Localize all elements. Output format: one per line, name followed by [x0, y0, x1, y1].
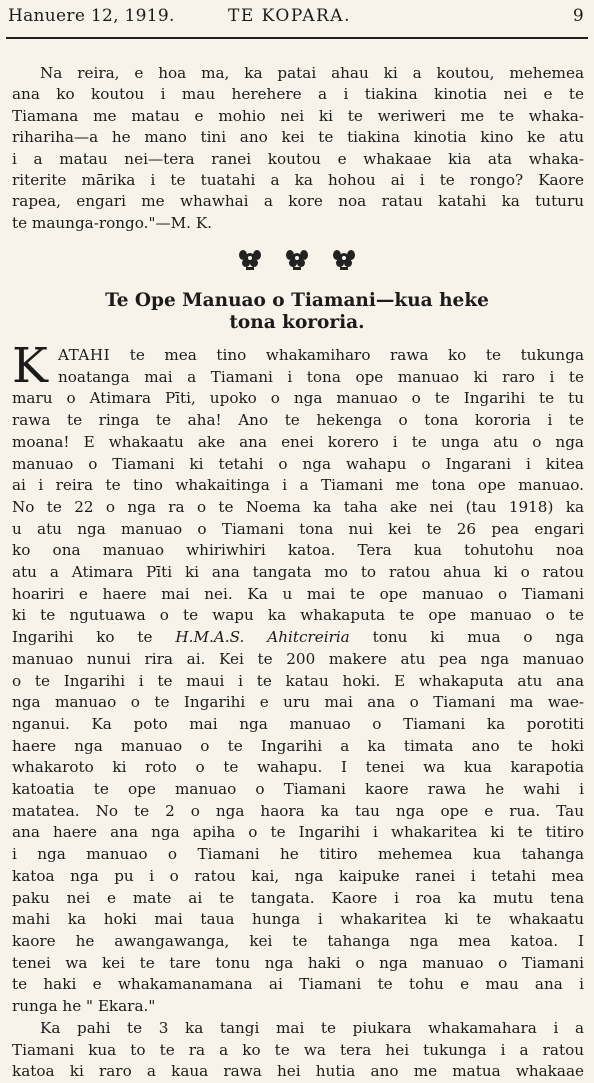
text-line: te haki e whakamanamana ai Tiamani te tohu e mau ana i: [12, 975, 584, 994]
text-line: Tiamana me matau e mohio nei ki te weriweri me te whaka-: [12, 106, 584, 125]
text-line: Na reira, e hoa ma, ka patai ahau ki a koutou, mehemea: [40, 64, 584, 82]
text-line: runga he " Ekara.": [12, 997, 156, 1016]
flower-ornament-icon: [284, 246, 310, 278]
drop-cap: K: [12, 338, 48, 394]
text-line: Ka pahi te 3 ka tangi mai te piukara whakamahara i a: [40, 1018, 584, 1037]
text-line: katoa ki raro a kaua rawa hei hutia ano me matua whakaae: [12, 1062, 584, 1081]
text-line: o te Ingarihi i te maui i te katau hoki. E whakaputa atu ana: [12, 671, 584, 690]
text-line: manuao nunui rira ai. Kei te 200 makere atu pea nga manuao: [12, 649, 584, 668]
page-number: 9: [572, 6, 584, 26]
text-line: i nga manuao o Tiamani he titiro mehemea kua tahanga: [12, 845, 584, 864]
text-line: moana! E whakaatu ake ana enei korero i te unga atu o nga: [12, 432, 584, 451]
text-line: katoatia te ope manuao o Tiamani kaore rawa he wahi i: [12, 780, 584, 799]
text-line: atu a Atimara Pīti ki ana tangata mo to ratou ahua ki o ratou: [12, 563, 584, 582]
article-body: [12, 338, 585, 1083]
line-part: tonu ki mua o nga: [349, 628, 585, 647]
text-line: whakaroto ki roto o te wahapu. I tenei wa kua karapotia: [12, 758, 584, 777]
text-line: No te 22 o nga ra o te Noema ka taha ake nei (tau 1918) ka: [12, 497, 584, 516]
text-line: ko ona manuao whiriwhiri katoa. Tera kua tohutohu noa: [12, 541, 584, 560]
text-line: paku nei e mate ai te tangata. Kaore i roa ka mutu tena: [12, 888, 584, 907]
article-title-line: Te Ope Manuao o Tiamani—kua heke: [105, 290, 489, 311]
text-line: nganui. Ka poto mai nga manuao o Tiamani ka porotiti: [12, 714, 584, 733]
text-line: riterite mārika i te tuatahi a ka hohou ai i te rongo? Kaore: [12, 171, 584, 190]
header-rule: [6, 37, 588, 39]
text-line: katoa nga pu i o ratou kai, nga kaipuke ranei i tetahi mea: [12, 866, 584, 885]
text-line: haere nga manuao o te Ingarihi a ka timata ano te hoki: [12, 736, 584, 755]
text-line: noatanga mai a Tiamani i tona ope manuao ki raro i te: [58, 367, 584, 386]
text-line: matatea. No te 2 o nga haora ka tau nga ope e rua. Tau: [12, 801, 584, 820]
text-line: [12, 627, 584, 649]
text-line: mahi ka hoki mai taua hunga i whakaritea ki te whakaatu: [12, 910, 584, 929]
text-line: hoariri e haere mai nei. Ka u mai te ope manuao o Tiamani: [12, 584, 584, 603]
first-word: ATAHI: [58, 346, 111, 364]
text-line: ai i reira te tino whakaitinga i a Tiamani me tona ope manuao.: [12, 476, 584, 495]
text-line: [12, 345, 584, 367]
text-line: manuao o Tiamani ki tetahi o nga wahapu o Ingarani i kitea: [12, 454, 584, 473]
text-line: tenei wa kei te tare tonu nga haki o nga manuao o Tiamani: [12, 953, 584, 972]
line-part: Ingarihi ko te: [12, 628, 176, 647]
text-line: u atu nga manuao o Tiamani tona nui kei te 26 pea engari: [12, 519, 584, 538]
article-title: [0, 290, 594, 334]
section-divider: [0, 246, 594, 278]
page-header: [8, 6, 586, 32]
text-line: rihariha—a he mano tini ano kei te tiakina kinotia kino ke atu: [12, 128, 584, 147]
publication-title: TE KOPARA.: [228, 6, 351, 26]
article-title-line: tona kororia.: [229, 312, 365, 333]
ship-name: H.M.A.S. Ahitcreiria: [175, 628, 350, 647]
line-rest: te mea tino whakamiharo rawa ko te tukunga: [110, 346, 584, 364]
text-line: maru o Atimara Pīti, upoko o nga manuao o te Ingarihi te tu: [12, 389, 584, 408]
flower-ornament-icon: [237, 246, 263, 278]
opening-paragraph: [12, 63, 584, 234]
text-line: rawa te ringa te aha! Ano te hekenga o tona kororia i te: [12, 411, 584, 430]
text-line: te maunga-rongo."—M. K.: [12, 213, 213, 232]
text-line: nga manuao o te Ingarihi e uru mai ana o Tiamani ma wae-: [12, 693, 584, 712]
flower-ornament-icon: [331, 246, 357, 278]
text-line: i a matau nei—tera ranei koutou e whakaae kia ata whaka-: [12, 149, 584, 168]
text-line: Tiamani kua to te ra a ko te wa tera hei tukunga i a ratou: [12, 1040, 584, 1059]
text-line: ki te ngutuawa o te wapu ka whakaputa te ope manuao o te: [12, 606, 584, 625]
issue-date: Hanuere 12, 1919.: [8, 6, 175, 26]
text-line: ana haere ana nga apiha o te Ingarihi i whakaritea ki te titiro: [12, 823, 584, 842]
text-line: kaore he awangawanga, kei te tahanga nga mea katoa. I: [12, 931, 584, 950]
text-line: ana ko koutou i mau herehere a i tiakina kinotia nei e te: [12, 85, 584, 104]
text-line: rapea, engari me whawhai a kore noa ratau katahi ka tuturu: [12, 192, 584, 211]
